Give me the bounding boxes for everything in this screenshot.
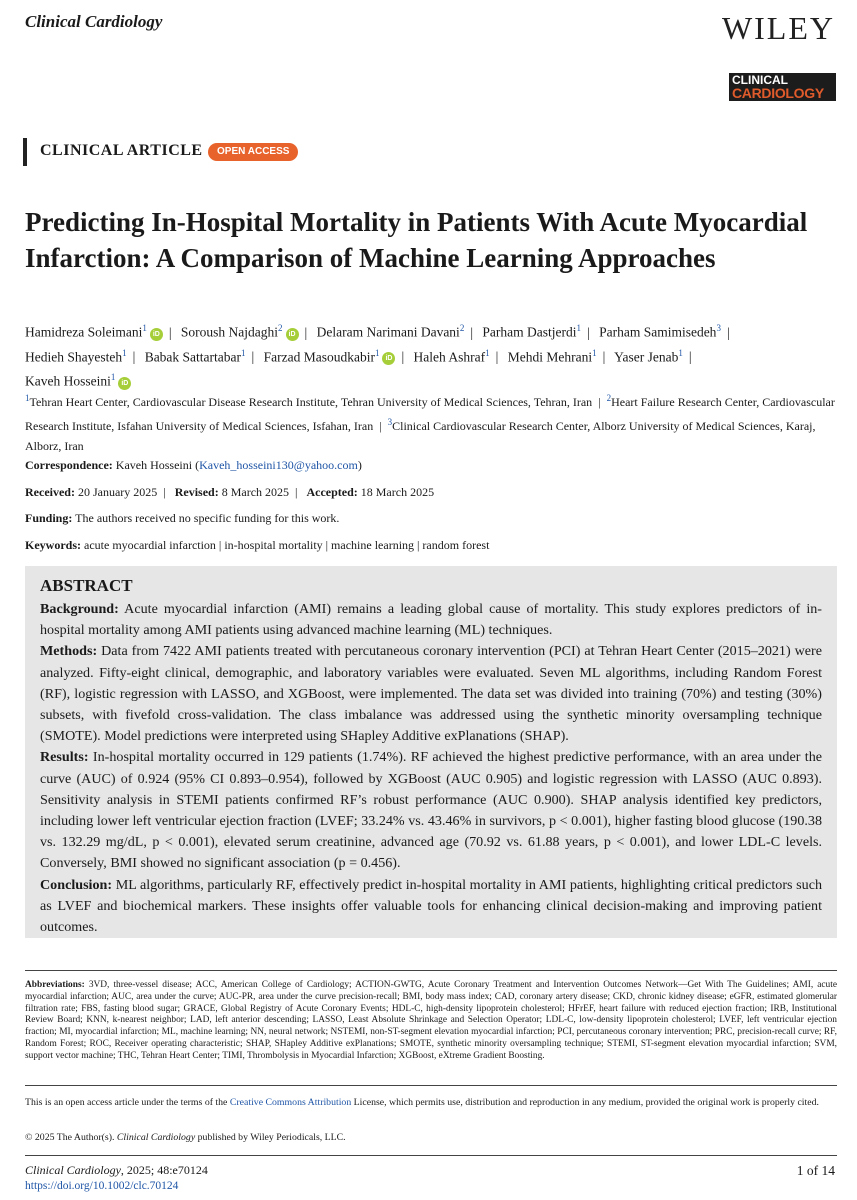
affiliation-3: Clinical Cardiovascular Research Center, Alborz University of Medical Sciences, Karaj, Alborz, Iran [25, 419, 816, 453]
keywords [25, 538, 489, 553]
background-text: Acute myocardial infarction (AMI) remains a leading global cause of mortality. This study explores predictors of in-hospital mortality among AMI patients using advanced machine learning (ML) techniques. [40, 601, 823, 639]
orcid-icon[interactable]: iD [118, 377, 131, 390]
revised-label: Revised: [174, 485, 219, 499]
funding-label: Funding: [25, 511, 73, 525]
doi-link[interactable]: https://doi.org/10.1002/clc.70124 [25, 1180, 179, 1192]
affiliation-number: 3 [716, 323, 721, 333]
affiliation-number: 1 [142, 323, 147, 333]
author-name[interactable]: Hamidreza Soleimani [25, 324, 143, 340]
wiley-logo[interactable]: WILEY [721, 10, 835, 46]
author-name[interactable]: Soroush Najdaghi [180, 324, 279, 340]
license-link[interactable]: Creative Commons Attribution [229, 1097, 352, 1108]
affiliations: $^1$Tehran Heart Center, Cardiovascular Disease Research Institute, Tehran University of Medical Sciences, Tehran, Iran | $^2$Heart Failure Research Center, Cardiovascular Research Institute, Isfahan University of Medical Sciences, Isfahan, Iran | $^3$Clinical Cardiovascular Research Center, Alborz University of Medical Sciences, Karaj, Alborz, Iran [25, 393, 835, 453]
affiliation-number: 1 [110, 372, 116, 382]
author-name[interactable]: Parham Samimisedeh [599, 324, 717, 340]
author-list: Hamidreza Soleimani$^1$iD | Soroush Najdaghi$^2$iD | Delaram Narimani Davani$^2$ | Parham Dastjerdi$^1$ | Parham Samimisedeh$^3$ | Hedieh Shayesteh$^1$ | Babak Sattartabar$^1$ | Farzad Masoudkabir$^1$iD | Haleh Ashraf$^1$ | Mehdi Mehrani$^1$ | Yaser Jenab$^1$ | Kaveh Hosseini$^1$iD [25, 323, 730, 389]
orcid-icon[interactable]: iD [382, 352, 395, 365]
author-name[interactable]: Babak Sattartabar [144, 349, 242, 364]
journal-name: Clinical Cardiology [25, 12, 163, 31]
methods-text: Data from 7422 AMI patients treated with percutaneous coronary intervention (PCI) at Tehran Heart Center (2015–2021) were analyzed. Fifty-eight clinical, demographic, and laboratory variables were evaluated. Seven ML algorithms, including Random Forest (RF), logistic regression with LASSO, and XGBoost, were implemented. The data set was divided into training (70%) and testing (30%) subsets, with fivefold cross-validation. The class imbalance was addressed using the synthetic minority oversampling technique (SMOTE). Model predictions were interpreted using SHapley Additive exPlanations (SHAP). [40, 643, 822, 745]
affiliation-number: 1 [374, 347, 380, 358]
correspondence-close: ) [357, 458, 362, 472]
accepted-date: 18 March 2025 [360, 485, 435, 499]
copyright [25, 1132, 346, 1143]
affiliation-number: 1 [25, 393, 30, 403]
results-text: In-hospital mortality occurred in 129 patients (1.74%). RF achieved the highest predictive performance, with an area under the curve (AUC) of 0.924 (95% CI 0.893–0.954), followed by XGBoost (AUC 0.905) and logistic regression with LASSO (AUC 0.893). Sensitivity analysis in STEMI patients confirmed RF’s robust performance (AUC 0.900). SHAP analysis identified key predictors, including lower left ventricular ejection fraction (LVEF; 33.24% vs. 43.46% in survivors, p < 0.001), higher fasting blood glucose (190.38 vs. 132.29 mg/dL, p < 0.001), elevated serum creatinine, advanced age (70.92 vs. 61.88 years, p < 0.001), and lower LDL-C levels. Conversely, BMI showed no significant association (p = 0.456). [40, 749, 822, 872]
received-label: Received: [25, 485, 75, 499]
affiliation-number: 2 [278, 323, 283, 333]
affiliation-number: 1 [576, 323, 581, 333]
abstract-heading: ABSTRACT [40, 576, 133, 595]
affiliation-number: 1 [122, 347, 127, 358]
open-access-badge: OPEN ACCESS [208, 143, 298, 161]
author-name[interactable]: Farzad Masoudkabir [263, 349, 375, 364]
journal-badge-logo [729, 73, 836, 101]
conclusion-text: ML algorithms, particularly RF, effectively predict in-hospital mortality in AMI patients, highlighting critical predictors such as LVEF and biochemical markers. These insights offer valuable tools for enhancing clinical decision-making and improving patient outcomes. [40, 876, 822, 936]
divider [25, 970, 837, 971]
affiliation-number: 1 [241, 347, 246, 358]
funding [25, 511, 339, 526]
footer-journal: Clinical Cardiology [25, 1163, 121, 1177]
author-name[interactable]: Hedieh Shayesteh [25, 349, 123, 364]
author-name[interactable]: Haleh Ashraf [413, 349, 486, 364]
page-number: 1 of 14 [796, 1163, 835, 1178]
affiliation-number: 1 [485, 347, 490, 358]
license-post: License, which permits use, distribution and reproduction in any medium, provided the original work is properly cited. [351, 1097, 819, 1108]
conclusion-label: Conclusion: [40, 876, 113, 893]
copyright-pre: © 2025 The Author(s). [25, 1132, 117, 1143]
accepted-label: Accepted: [306, 485, 358, 499]
keywords-text: acute myocardial infarction | in-hospital mortality | machine learning | random forest [84, 538, 490, 552]
copyright-journal: Clinical Cardiology [116, 1132, 196, 1143]
affiliation-number: 3 [387, 417, 393, 427]
affiliation-number: 2 [606, 393, 612, 403]
section-bar [23, 138, 27, 166]
correspondence-label: Correspondence: [25, 458, 113, 472]
funding-text: The authors received no specific funding for this work. [75, 511, 340, 525]
author-name[interactable]: Mehdi Mehrani [507, 349, 593, 364]
badge-line-2: CARDIOLOGY [732, 85, 824, 101]
background-label: Background: [40, 601, 119, 617]
divider [25, 1085, 837, 1086]
author-name[interactable]: Delaram Narimani Davani [316, 324, 460, 340]
dates: Received: 20 January 2025 | Revised: 8 March 2025 | Accepted: 18 March 2025 [25, 485, 435, 499]
affiliation-number: 1 [678, 347, 683, 358]
abbreviations-label: Abbreviations: [25, 980, 85, 990]
author-name[interactable]: Parham Dastjerdi [482, 324, 577, 340]
affiliation-number: 2 [459, 323, 465, 333]
keywords-label: Keywords: [25, 538, 81, 552]
abstract-conclusion [40, 875, 822, 939]
email-link[interactable]: Kaveh_hosseini130@yahoo.com [199, 458, 358, 472]
footer-citation [25, 1163, 208, 1178]
footer-divider [25, 1155, 837, 1156]
abstract-box [25, 566, 837, 938]
author-name[interactable]: Yaser Jenab [614, 349, 679, 364]
author-name[interactable]: Kaveh Hosseini [25, 373, 111, 389]
abstract-results [40, 747, 822, 874]
abstract-methods [40, 641, 822, 747]
article-title: Predicting In-Hospital Mortality in Patients With Acute Myocardial Infarction: A Comparison of Machine Learning Approaches [25, 207, 808, 273]
affiliation-1: Tehran Heart Center, Cardiovascular Disease Research Institute, Tehran University of Medical Sciences, Tehran, Iran [29, 395, 593, 409]
received-date: 20 January 2025 [77, 485, 158, 499]
orcid-icon[interactable]: iD [286, 328, 299, 341]
badge-line-1: CLINICAL [732, 73, 788, 87]
correspondence [25, 458, 362, 473]
affiliation-number: 1 [592, 347, 597, 358]
methods-label: Methods: [40, 643, 98, 660]
footer-volume: , 2025; 48:e70124 [120, 1163, 208, 1177]
license-notice [25, 1095, 837, 1110]
abbreviations [25, 980, 837, 1063]
results-label: Results: [40, 749, 89, 766]
license-pre: This is an open access article under the terms of the [25, 1097, 230, 1108]
abstract-background [40, 599, 822, 641]
revised-date: 8 March 2025 [221, 485, 290, 499]
abbreviations-text: 3VD, three-vessel disease; ACC, American College of Cardiology; ACTION-GWTG, Acute Coronary Treatment and Intervention Outcomes Network—Get With The Guidelines; AMI, acute myocardial infarction; AUC, area under the curve; AUC-PR, area under the curve precision-recall; BMI, body mass index; CAD, coronary artery disease; CKD, chronic kidney disease; eGFR, estimated glomerular filtration rate; FBS, fasting blood sugar; GRACE, Global Registry of Acute Coronary Events; HDL-C, high-density lipoprotein cholesterol; HFrEF, heart failure with reduced ejection fraction; IRB, Institutional Review Board; KNN, k-nearest neighbor; LAD, left anterior descending; LASSO, Least Absolute Shrinkage and Selection Operator; LDL-C, low-density lipoprotein cholesterol; LVEF, left ventricular ejection fraction; MI, myocardial infarction; ML, machine learning; NN, neural network; NSTEMI, non-ST-segment elevation myocardial infarction; PCI, percutaneous coronary intervention; PRC, precision-recall curve; RF, Random Forest; ROC, Receiver operating characteristic; SHAP, SHapley Additive exPlanations; SMOTE, synthetic minority oversampling technique; STEMI, ST-segment elevation myocardial infarction; SVM, support vector machine; THC, Tehran Heart Center; TIMI, Thrombolysis in Myocardial Infarction; XGBoost, eXtreme Gradient Boosting. [25, 980, 838, 1061]
correspondence-name: Kaveh Hosseini ( [115, 458, 200, 472]
orcid-icon[interactable]: iD [150, 328, 163, 341]
affiliation-2: Heart Failure Research Center, Cardiovascular Research Institute, Isfahan University of Medical Sciences, Isfahan, Iran [25, 395, 835, 433]
copyright-post: published by Wiley Periodicals, LLC. [195, 1132, 346, 1143]
article-type: CLINICAL ARTICLE [40, 142, 203, 159]
